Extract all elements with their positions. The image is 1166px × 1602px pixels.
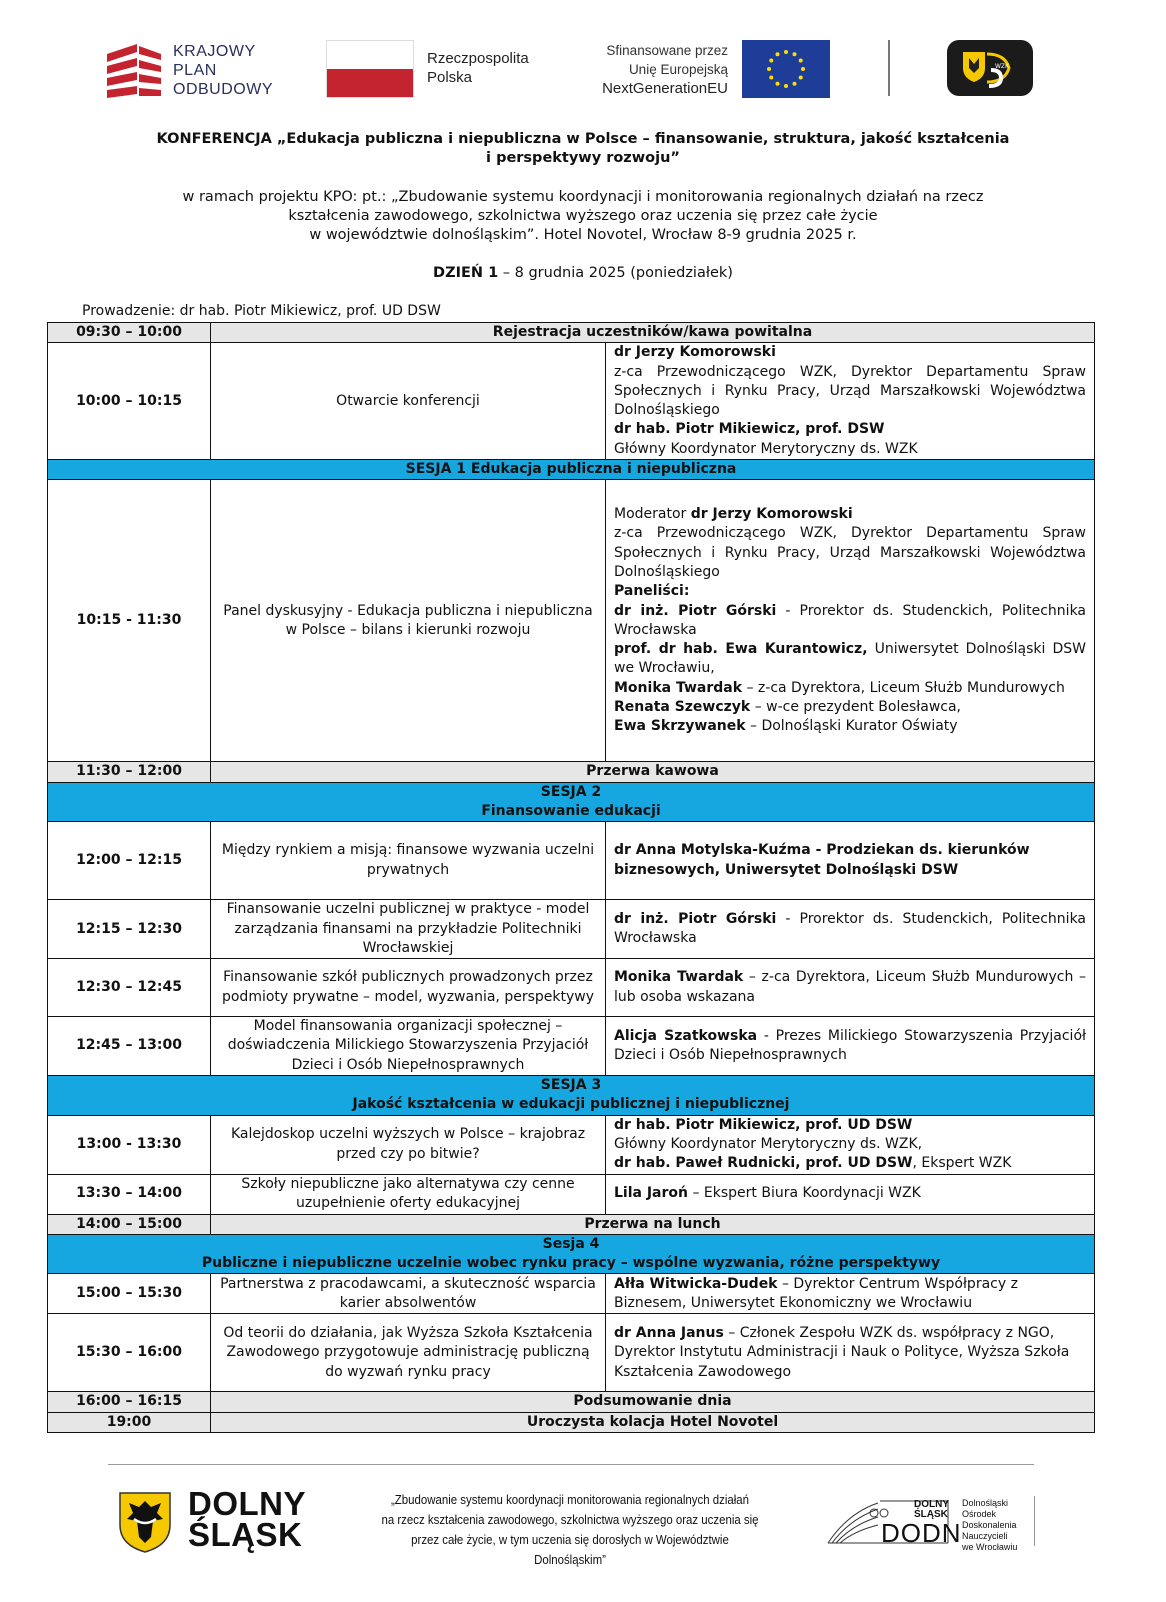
speaker-desc: z-ca Przewodniczącego WZK, Dyrektor Departamentu Spraw Społecznych i Rynku Pracy, Urząd Marszałkowski Województwa Dolnośląskiego xyxy=(614,363,1086,419)
speaker-desc: - Prorektor ds. Studenckich, Politechnika Wrocławska xyxy=(614,910,1087,947)
kpo-logo xyxy=(107,40,297,100)
poland-logo-text xyxy=(427,49,529,87)
topic-cell: Otwarcie konferencji xyxy=(211,343,606,460)
speaker-name: dr Anna Janus xyxy=(614,1324,724,1341)
kpo-line: ODBUDOWY xyxy=(173,81,273,98)
brand-line: ŚLĄSK xyxy=(188,1516,303,1553)
eu-star-icon xyxy=(776,82,780,86)
panelist xyxy=(614,679,1086,698)
time-cell: 12:45 – 13:00 xyxy=(48,1017,211,1076)
time-cell: 11:30 – 12:00 xyxy=(48,762,211,782)
agenda-row xyxy=(48,1017,1095,1076)
title-line: KONFERENCJA „Edukacja publiczna i niepubliczna w Polsce – finansowanie, struktura, jakość kształcenia xyxy=(156,131,1010,147)
break-row xyxy=(48,762,1095,782)
dodn-small-line: ŚLĄSK xyxy=(914,1509,948,1520)
day-date: – 8 grudnia 2025 (poniedziałek) xyxy=(498,265,733,281)
speaker-desc: – Ekspert Biura Koordynacji WZK xyxy=(688,1185,921,1202)
moderator-label: Moderator xyxy=(614,506,691,523)
time-cell: 12:00 – 12:15 xyxy=(48,822,211,900)
wzk-emblem-icon xyxy=(947,40,1033,96)
speaker-name: dr hab. Paweł Rudnicki, prof. UD DSW xyxy=(614,1155,913,1172)
agenda-row xyxy=(48,822,1095,900)
speaker-desc: , Ekspert WZK xyxy=(912,1155,1012,1172)
footer-project-quote xyxy=(376,1490,763,1570)
eu-star-icon xyxy=(767,67,771,71)
speaker-cell xyxy=(606,1115,1095,1174)
speaker-cell xyxy=(606,900,1095,959)
eu-star-icon xyxy=(793,82,797,86)
agenda-row xyxy=(48,900,1095,959)
topic-cell: Kalejdoskop uczelni wyższych w Polsce – krajobraz przed czy po bitwie? xyxy=(211,1115,606,1174)
speaker-cell xyxy=(606,959,1095,1017)
speaker-name: dr Jerzy Komorowski xyxy=(614,344,776,361)
speaker-name: dr hab. Piotr Mikiewicz, prof. UD DSW xyxy=(614,1116,913,1133)
break-title: Przerwa kawowa xyxy=(211,762,1095,782)
dodn-side-line: Dolnośląski xyxy=(962,1498,1009,1508)
speaker-name: dr Jerzy Komorowski xyxy=(690,506,853,523)
eu-star-icon xyxy=(799,76,803,80)
program-table xyxy=(47,322,1095,1433)
session-name: Publiczne i niepubliczne uczelnie wobec rynku pracy – wspólne wyzwania, różne perspektywy xyxy=(201,1255,941,1272)
speaker-name: Lila Jaroń xyxy=(614,1185,688,1202)
topic-cell: Partnerstwa z pracodawcami, a skuteczność wsparcia karier absolwentów xyxy=(211,1274,606,1314)
eu-star-icon xyxy=(784,84,788,88)
time-cell: 14:00 – 15:00 xyxy=(48,1214,211,1234)
speaker-desc: – z-ca Dyrektora, Liceum Służb Mundurowych xyxy=(742,679,1065,696)
time-cell: 15:30 – 16:00 xyxy=(48,1314,211,1392)
time-cell: 12:30 – 12:45 xyxy=(48,959,211,1017)
topic-cell: Szkoły niepubliczne jako alternatywa czy cenne uzupełnienie oferty edukacyjnej xyxy=(211,1174,606,1214)
session-number: SESJA 2 xyxy=(540,783,602,800)
speaker-desc: – Dyrektor Centrum Współpracy z Biznesem, Uniwersytet Ekonomiczny we Wrocławiu xyxy=(614,1275,1018,1311)
title-line: i perspektywy rozwoju” xyxy=(486,150,680,166)
session-name: Finansowanie edukacji xyxy=(481,802,661,819)
time-cell: 15:00 – 15:30 xyxy=(48,1274,211,1314)
subtitle-line: w ramach projektu KPO: pt.: „Zbudowanie systemu koordynacji i monitorowania regionalnych działań na rzecz xyxy=(182,189,984,205)
topic-cell: Panel dyskusyjny - Edukacja publiczna i niepubliczna w Polsce – bilans i kierunki rozwoju xyxy=(211,480,606,762)
speaker-desc: – z-ca Dyrektora, Liceum Służb Mundurowych – lub osoba wskazana xyxy=(614,969,1086,1005)
eu-star-icon xyxy=(776,52,780,56)
poland-line: Rzeczpospolita xyxy=(427,50,529,67)
eu-star-icon xyxy=(769,76,773,80)
time-cell: 16:00 – 16:15 xyxy=(48,1392,211,1412)
dodn-side-line: we Wrocławiu xyxy=(962,1542,1018,1552)
break-title: Przerwa na lunch xyxy=(211,1214,1095,1234)
session-title xyxy=(48,782,1095,822)
time-cell: 13:30 – 14:00 xyxy=(48,1174,211,1214)
host-line: Prowadzenie: dr hab. Piotr Mikiewicz, prof. UD DSW xyxy=(82,303,441,319)
speaker-desc: Główny Koordynator Merytoryczny ds. WZK xyxy=(614,440,918,457)
speaker-desc: - Prorektor ds. Studenckich, Politechnika Wrocławska xyxy=(614,602,1087,638)
speaker-cell xyxy=(606,343,1095,460)
session-header xyxy=(48,782,1095,822)
break-title: Podsumowanie dnia xyxy=(211,1392,1095,1412)
quote-line: na rzecz kształcenia zawodowego, szkolnictwa wyższego oraz uczenia się xyxy=(381,1512,759,1527)
speaker-cell xyxy=(606,1174,1095,1214)
agenda-row xyxy=(48,1174,1095,1214)
subtitle-line: w województwie dolnośląskim”. Hotel Novotel, Wrocław 8-9 grudnia 2025 r. xyxy=(309,227,857,243)
speaker-desc: – Dolnośląski Kurator Oświaty xyxy=(745,718,958,735)
session-number: SESJA 3 xyxy=(540,1077,602,1094)
poland-line: Polska xyxy=(427,69,473,86)
eu-star-icon xyxy=(801,67,805,71)
break-title: Uroczysta kolacja Hotel Novotel xyxy=(211,1412,1095,1432)
session-title xyxy=(48,1076,1095,1116)
time-cell: 10:00 – 10:15 xyxy=(48,343,211,460)
speaker-name: Renata Szewczyk xyxy=(614,699,751,716)
speaker-cell xyxy=(606,1274,1095,1314)
break-row xyxy=(48,1214,1095,1234)
speaker-desc: Uniwersytet Dolnośląski DSW we Wrocławiu, xyxy=(614,641,1086,677)
agenda-row xyxy=(48,480,1095,762)
panelist xyxy=(614,640,1086,679)
agenda-row xyxy=(48,1274,1095,1314)
speaker-name: Monika Twardak xyxy=(614,969,744,986)
day-label: DZIEŃ 1 xyxy=(433,265,499,281)
topic-cell: Od teorii do działania, jak Wyższa Szkoła Kształcenia Zawodowego przygotowuje administrację publiczną do wyzwań rynku pracy xyxy=(211,1314,606,1392)
dodn-side-line: Nauczycieli xyxy=(962,1531,1008,1541)
topic-cell: Model finansowania organizacji społecznej – doświadczenia Milickiego Stowarzyszenia Przyjaciół Dzieci i Osób Niepełnosprawnych xyxy=(211,1017,606,1076)
dodn-full-name xyxy=(962,1498,1017,1553)
logo-bar xyxy=(0,36,1166,102)
speaker-name: Monika Twardak xyxy=(614,679,743,696)
break-row xyxy=(48,323,1095,343)
conference-title xyxy=(60,130,1106,168)
footer-divider xyxy=(108,1464,1034,1465)
speaker-name: dr inż. Piotr Górski xyxy=(614,602,777,619)
topic-cell: Finansowanie uczelni publicznej w praktyce - model zarządzania finansami na przykładzie Politechniki Wrocławskiej xyxy=(211,900,606,959)
session-header xyxy=(48,1234,1095,1274)
eu-line: Unię Europejską xyxy=(628,62,728,77)
speaker-cell: dr Anna Motylska-Kuźma - Prodziekan ds. kierunków biznesowych, Uniwersytet Dolnośląski DSW xyxy=(606,822,1095,900)
speaker-name: Ałła Witwicka-Dudek xyxy=(614,1275,778,1292)
speaker-name: dr inż. Piotr Górski xyxy=(614,910,777,927)
day-heading xyxy=(60,265,1106,281)
speaker-desc: – w-ce prezydent Bolesławca, xyxy=(750,699,962,716)
poland-flag-icon xyxy=(326,40,414,98)
logo-divider xyxy=(888,40,890,96)
time-cell: 12:15 – 12:30 xyxy=(48,900,211,959)
panelists-label: Paneliści: xyxy=(614,583,690,600)
dolny-slask-logo-text xyxy=(188,1485,306,1553)
kpo-line: PLAN xyxy=(173,62,217,79)
dodn-small-line: DOLNY xyxy=(914,1499,949,1510)
panelist xyxy=(614,602,1086,641)
dodn-side-line: Doskonalenia xyxy=(962,1520,1017,1530)
topic-cell: Finansowanie szkół publicznych prowadzonych przez podmioty prywatne – model, wyzwania, perspektywy xyxy=(211,959,606,1017)
speaker-name: Alicja Szatkowska xyxy=(614,1027,758,1044)
session-header xyxy=(48,460,1095,480)
quote-line: „Zbudowanie systemu koordynacji monitorowania regionalnych działań xyxy=(390,1492,749,1507)
agenda-row xyxy=(48,1115,1095,1174)
eu-flag-icon xyxy=(742,40,830,98)
eu-star-icon xyxy=(793,52,797,56)
break-row xyxy=(48,1392,1095,1412)
speaker-cell xyxy=(606,480,1095,762)
eu-star-icon xyxy=(784,50,788,54)
speaker-cell xyxy=(606,1314,1095,1392)
speaker-desc: Główny Koordynator Merytoryczny ds. WZK, xyxy=(614,1135,923,1152)
speaker-desc: – Członek Zespołu WZK ds. współpracy z NGO, Dyrektor Instytutu Administracji i Nauk o Polityce, Wyższa Szkoła Kształcenia Zawodowego xyxy=(614,1324,1070,1380)
panelist xyxy=(614,717,1086,736)
session-name: Jakość kształcenia w edukacji publicznej i niepublicznej xyxy=(352,1096,790,1113)
agenda-row xyxy=(48,1314,1095,1392)
footer-logo-divider xyxy=(1034,1496,1035,1546)
panelist xyxy=(614,698,1086,717)
kpo-building-icon xyxy=(107,42,161,98)
speaker-name: prof. dr hab. Ewa Kurantowicz, xyxy=(614,641,868,658)
speaker-name: Ewa Skrzywanek xyxy=(614,718,746,735)
speaker-desc: z-ca Przewodniczącego WZK, Dyrektor Departamentu Spraw Społecznych i Rynku Pracy, Urząd Marszałkowski Województwa Dolnośląskiego xyxy=(614,525,1086,580)
time-cell: 19:00 xyxy=(48,1412,211,1432)
dolny-slask-crest-icon xyxy=(118,1491,172,1553)
break-title: Rejestracja uczestników/kawa powitalna xyxy=(211,323,1095,343)
session-title xyxy=(48,1234,1095,1274)
session-number: Sesja 4 xyxy=(542,1235,600,1252)
quote-line: przez całe życie, w tym uczenia się dorosłych w Województwie Dolnośląskim” xyxy=(411,1532,729,1567)
topic-cell: Między rynkiem a misją: finansowe wyzwania uczelni prywatnych xyxy=(211,822,606,900)
eu-line: NextGenerationEU xyxy=(602,80,728,97)
wzk-label: WZK xyxy=(995,63,1009,70)
break-row xyxy=(48,1412,1095,1432)
session-title: SESJA 1 Edukacja publiczna i niepubliczna xyxy=(48,460,1095,480)
time-cell: 13:00 - 13:30 xyxy=(48,1115,211,1174)
eu-star-icon xyxy=(799,59,803,63)
speaker-desc: - Prezes Milickiego Stowarzyszenia Przyjaciół Dzieci i Osób Niepełnosprawnych xyxy=(614,1027,1086,1064)
speaker-cell xyxy=(606,1017,1095,1076)
project-subtitle xyxy=(60,188,1106,245)
agenda-row xyxy=(48,959,1095,1017)
subtitle-line: kształcenia zawodowego, szkolnictwa wyższego oraz uczenia się przez całe życie xyxy=(288,208,878,224)
session-header xyxy=(48,1076,1095,1116)
dodn-logo-text: DODN xyxy=(881,1518,962,1548)
wzk-logo xyxy=(947,40,1033,96)
kpo-line: KRAJOWY xyxy=(173,43,256,60)
brand-line: DOLNY xyxy=(188,1485,306,1522)
dodn-small-label xyxy=(914,1500,949,1520)
speaker-name: dr hab. Piotr Mikiewicz, prof. DSW xyxy=(614,421,885,438)
eu-logo-text xyxy=(560,41,728,98)
dodn-side-line: Ośrodek xyxy=(962,1509,997,1519)
time-cell: 09:30 – 10:00 xyxy=(48,323,211,343)
agenda-row xyxy=(48,343,1095,460)
eu-star-icon xyxy=(769,59,773,63)
eu-line: Sfinansowane przez xyxy=(606,43,728,58)
time-cell: 10:15 - 11:30 xyxy=(48,480,211,762)
